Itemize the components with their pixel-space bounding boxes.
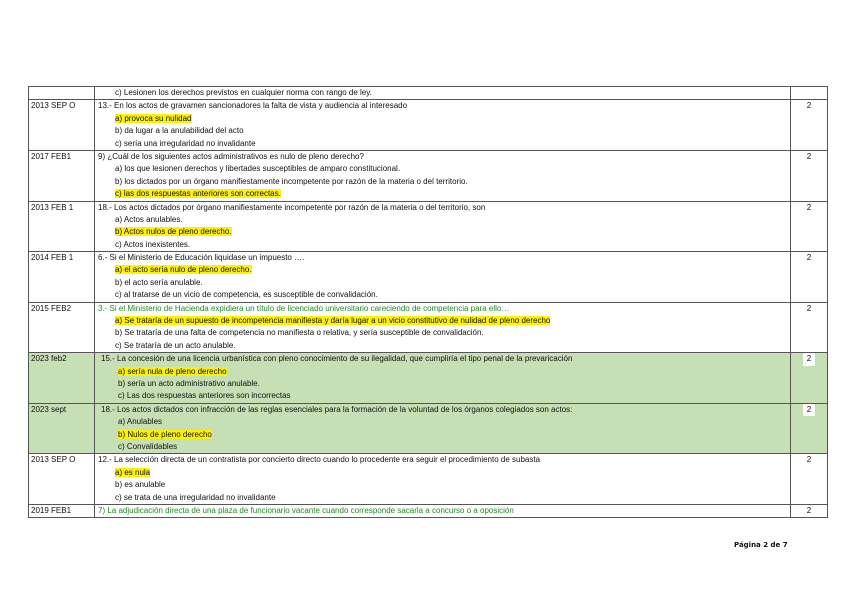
answer-option xyxy=(98,264,790,276)
session-cell: 2019 FEB1 xyxy=(29,504,95,517)
answer-option xyxy=(98,327,790,339)
answer-option xyxy=(98,492,790,504)
points-cell xyxy=(791,403,828,454)
answer-text: a) Anulables xyxy=(118,417,163,427)
question-row xyxy=(29,100,828,151)
points-cell xyxy=(791,353,828,404)
question-row xyxy=(29,302,828,353)
question-row xyxy=(29,454,828,505)
answer-option xyxy=(101,429,790,441)
session-cell: 2023 feb2 xyxy=(29,353,95,404)
points-cell xyxy=(791,302,828,353)
points-value: 2 xyxy=(803,404,815,416)
answer-option xyxy=(98,226,790,238)
question-text: 6.- Si el Ministerio de Educación liquidase un impuesto …. xyxy=(98,253,305,263)
points-value: 2 xyxy=(806,455,812,465)
points-cell xyxy=(791,150,828,201)
answer-text: c) Las dos respuestas anteriores son incorrectas xyxy=(118,391,291,401)
answer-option xyxy=(98,214,790,226)
question-cell xyxy=(95,454,791,505)
answer-option xyxy=(101,441,790,453)
points-value: 2 xyxy=(806,505,812,515)
answer-text: b) los dictados por un órgano manifiestamente incompetente por razón de la materia o del territorio. xyxy=(115,176,468,186)
correct-answer-text: a) provoca su nulidad xyxy=(115,113,192,123)
question-cell xyxy=(95,100,791,151)
answer-option xyxy=(101,390,790,402)
session-cell: 2013 SEP O xyxy=(29,100,95,151)
session-cell: 2017 FEB1 xyxy=(29,150,95,201)
points-value: 2 xyxy=(806,253,812,263)
question-text: 3.- Si el Ministerio de Hacienda expidiera un título de licenciado universitario careciendo de competencia para ello… xyxy=(98,303,510,313)
session-cell: 2013 SEP O xyxy=(29,454,95,505)
answer-option xyxy=(98,467,790,479)
answer-option xyxy=(98,277,790,289)
answer-option xyxy=(98,87,790,99)
question-text: 18.- Los actos dictados con infracción de las reglas esenciales para la formación de la voluntad de los órganos colegiados son actos: xyxy=(101,404,573,414)
question-row xyxy=(29,403,828,454)
points-value: 2 xyxy=(806,151,812,161)
page-number: Página 2 de 7 xyxy=(734,541,788,549)
answer-option xyxy=(98,340,790,352)
answer-text: b) da lugar a la anulabilidad del acto xyxy=(115,126,244,136)
answer-text: c) se trata de una irregularidad no invalidante xyxy=(115,492,276,502)
questions-table xyxy=(28,86,828,518)
answer-text: c) Actos inexistentes. xyxy=(115,239,191,249)
answer-text: c) al tratarse de un vicio de competencia, es susceptible de convalidación. xyxy=(115,290,378,300)
points-cell xyxy=(791,87,828,100)
question-text: 12.- La selección directa de un contratista por concierto directo cuando lo procedente era seguir el procedimiento de subasta xyxy=(98,455,541,465)
correct-answer-text: a) Se trataría de un supuesto de incompetencia manifiesta y daría lugar a un vicio constitutivo de nulidad de pleno derecho xyxy=(115,316,551,326)
answer-option xyxy=(101,366,790,378)
question-cell xyxy=(95,150,791,201)
session-cell xyxy=(29,87,95,100)
answer-option xyxy=(101,416,790,428)
question-cell xyxy=(95,302,791,353)
answer-text: c) Convalidables xyxy=(118,441,178,451)
answer-option xyxy=(98,125,790,137)
answer-text: a) los que lesionen derechos y libertades susceptibles de amparo constitucional. xyxy=(115,164,401,174)
question-cell xyxy=(95,201,791,252)
question-cell xyxy=(95,252,791,303)
points-value: 2 xyxy=(803,353,815,365)
session-cell: 2023 sept xyxy=(29,403,95,454)
question-row xyxy=(29,353,828,404)
answer-text: a) Actos anulables. xyxy=(115,214,183,224)
correct-answer-text: a) sería nula de pleno derecho xyxy=(118,366,227,376)
correct-answer-text: a) es nula xyxy=(115,467,151,477)
answer-text: c) sería una irregularidad no invalidante xyxy=(115,138,256,148)
points-cell xyxy=(791,100,828,151)
answer-option xyxy=(98,289,790,301)
question-text: 18.- Los actos dictados por órgano manifiestamente incompetente por razón de la materia o del territorio, son xyxy=(98,202,486,212)
answer-option xyxy=(98,163,790,175)
answer-text: c) Se trataría de un acto anulable. xyxy=(115,340,236,350)
answer-option xyxy=(98,239,790,251)
points-cell xyxy=(791,252,828,303)
session-cell: 2014 FEB 1 xyxy=(29,252,95,303)
question-cell xyxy=(95,353,791,404)
question-cell xyxy=(95,504,791,517)
question-row xyxy=(29,201,828,252)
points-cell xyxy=(791,454,828,505)
points-value: 2 xyxy=(806,101,812,111)
question-cell xyxy=(95,403,791,454)
question-text: 7) La adjudicación directa de una plaza de funcionario vacante cuando corresponde sacarla a concurso o a oposición xyxy=(98,505,514,515)
question-text: 15.- La concesión de una licencia urbanística con pleno conocimiento de su ilegalidad, que cumpliría el tipo penal de la prevaricación xyxy=(101,354,573,364)
answer-text: b) Se trataría de una falta de competencia no manifiesta o relativa, y sería susceptible de convalidación. xyxy=(115,328,484,338)
session-cell: 2015 FEB2 xyxy=(29,302,95,353)
points-cell xyxy=(791,201,828,252)
points-value: 2 xyxy=(806,202,812,212)
answer-option xyxy=(98,138,790,150)
question-text: 9) ¿Cuál de los siguientes actos administrativos es nulo de pleno derecho? xyxy=(98,151,364,161)
correct-answer-text: c) las dos respuestas anteriores son correctas. xyxy=(115,189,281,199)
answer-option xyxy=(98,188,790,200)
answer-option xyxy=(98,113,790,125)
answer-text: b) el acto sería anulable. xyxy=(115,277,203,287)
points-value: 2 xyxy=(806,303,812,313)
question-row xyxy=(29,504,828,517)
question-row xyxy=(29,252,828,303)
answer-option xyxy=(98,315,790,327)
answer-option xyxy=(98,176,790,188)
question-row xyxy=(29,87,828,100)
points-cell xyxy=(791,504,828,517)
correct-answer-text: a) el acto sería nulo de pleno derecho. xyxy=(115,265,252,275)
question-cell xyxy=(95,87,791,100)
answer-option xyxy=(101,378,790,390)
answer-text: c) Lesionen los derechos previstos en cualquier norma con rango de ley. xyxy=(115,88,372,97)
session-cell: 2013 FEB 1 xyxy=(29,201,95,252)
question-row xyxy=(29,150,828,201)
question-text: 13.- En los actos de gravamen sancionadores la falta de vista y audiencia al interesado xyxy=(98,101,408,111)
answer-text: b) es anulable xyxy=(115,480,166,490)
correct-answer-text: b) Nulos de pleno derecho xyxy=(118,429,212,439)
answer-option xyxy=(98,479,790,491)
answer-text: b) sería un acto administrativo anulable. xyxy=(118,378,260,388)
correct-answer-text: b) Actos nulos de pleno derecho. xyxy=(115,227,232,237)
